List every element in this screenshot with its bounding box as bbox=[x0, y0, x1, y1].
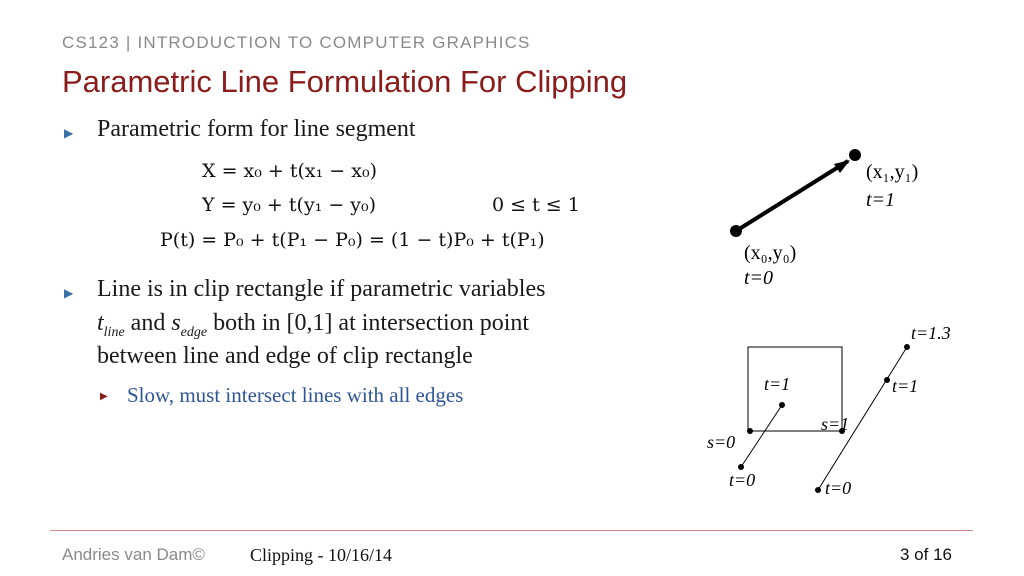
slide-title: Parametric Line Formulation For Clipping bbox=[62, 64, 628, 99]
t-variable: t bbox=[97, 310, 104, 336]
sub-bullet-marker: ▶ bbox=[100, 391, 108, 402]
and-word: and bbox=[130, 310, 166, 336]
t-subscript: line bbox=[103, 324, 125, 340]
bullet-marker: ▶ bbox=[64, 126, 74, 140]
s-subscript: edge bbox=[180, 324, 208, 340]
s-variable: s bbox=[171, 310, 181, 336]
line-1-s0-point bbox=[747, 428, 753, 434]
equation-range: 0 ≤ t ≤ 1 bbox=[492, 194, 580, 216]
bullet-parametric-form: Parametric form for line segment bbox=[97, 116, 416, 142]
sub-bullet-slow: Slow, must intersect lines with all edges bbox=[127, 383, 464, 407]
line-segment bbox=[736, 161, 848, 231]
start-t-label: t=0 bbox=[744, 267, 774, 289]
footer-page-number: 3 of 16 bbox=[900, 545, 952, 564]
line-1-t1-label: t=1 bbox=[764, 374, 791, 394]
equation-x: X = x₀ + t(x₁ − x₀) bbox=[202, 160, 377, 182]
bullet-clip-line3: between line and edge of clip rectangle bbox=[97, 343, 473, 369]
clip-rectangle-figure bbox=[700, 320, 1000, 510]
arrowhead-icon bbox=[834, 160, 850, 173]
start-point-label: (x₀,y₀) bbox=[744, 242, 797, 264]
equation-y: Y = y₀ + t(y₁ − y₀) bbox=[202, 194, 377, 216]
line-1-t1-point bbox=[779, 402, 785, 408]
line-1-s1-label: s=1 bbox=[821, 414, 850, 434]
bullet-clip-rest: both in [0,1] at intersection point bbox=[213, 310, 530, 336]
start-point bbox=[730, 225, 742, 237]
bullet-clip-line1: Line is in clip rectangle if parametric variables bbox=[97, 276, 546, 302]
line-1-s0-label: s=0 bbox=[707, 432, 736, 452]
footer-rule bbox=[50, 530, 973, 531]
footer-lecture: Clipping - 10/16/14 bbox=[250, 545, 393, 565]
end-point bbox=[849, 149, 861, 161]
bullet-clip-line2 bbox=[97, 310, 529, 341]
line-2-t1-point bbox=[884, 377, 890, 383]
line-2-t0-point bbox=[815, 487, 821, 493]
line-2-t1-label: t=1 bbox=[892, 376, 919, 396]
equation-p: P(t) = P₀ + t(P₁ − P₀) = (1 − t)P₀ + t(P₁) bbox=[160, 229, 545, 251]
end-t-label: t=1 bbox=[866, 189, 896, 211]
course-header: CS123 | INTRODUCTION TO COMPUTER GRAPHICS bbox=[62, 33, 531, 52]
footer-author: Andries van Dam© bbox=[62, 545, 205, 564]
parametric-line-figure bbox=[700, 140, 1000, 300]
line-1 bbox=[741, 405, 782, 467]
line-1-t0-label: t=0 bbox=[729, 470, 756, 490]
line-2-t13-point bbox=[904, 344, 910, 350]
bullet-marker: ▶ bbox=[64, 286, 74, 300]
line-2-t13-label: t=1.3 bbox=[911, 323, 951, 343]
line-2-t0-label: t=0 bbox=[825, 478, 852, 498]
end-point-label: (x₁,y₁) bbox=[866, 161, 919, 183]
